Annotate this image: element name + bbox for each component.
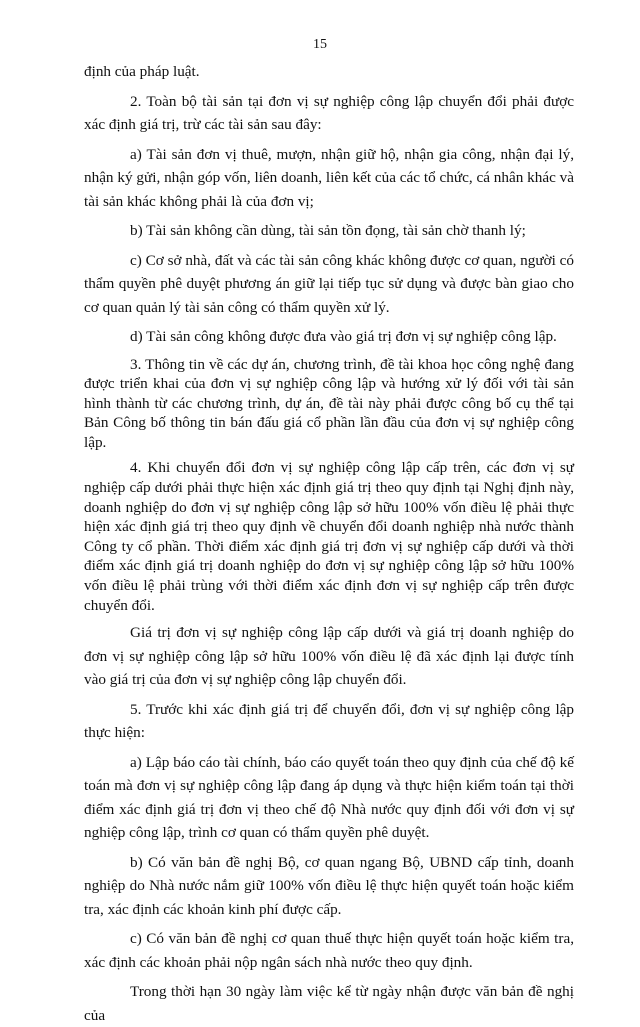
paragraph: định của pháp luật. xyxy=(84,63,200,80)
paragraph: a) Tài sản đơn vị thuê, mượn, nhận giữ hộ, nhận gia công, nhận đại lý, nhận ký gửi, nhận góp vốn, liên doanh, liên kết của các tổ chức, cá nhân khác và tài sản khác không phải là của đơn vị; xyxy=(84,145,574,210)
paragraph: Trong thời hạn 30 ngày làm việc kể từ ngày nhận được văn bản đề nghị của xyxy=(84,983,574,1024)
paragraph: b) Tài sản không cần dùng, tài sản tồn đọng, tài sản chờ thanh lý; xyxy=(130,222,526,239)
paragraph: c) Cơ sở nhà, đất và các tài sản công khác không được cơ quan, người có thẩm quyền phê duyệt phương án giữ lại tiếp tục sử dụng và được bàn giao cho cơ quan quản lý tài sản công có thẩm quyền xử lý. xyxy=(84,251,574,316)
paragraph: c) Có văn bản đề nghị cơ quan thuế thực hiện quyết toán hoặc kiểm tra, xác định các khoản phải nộp ngân sách nhà nước theo quy định. xyxy=(84,930,574,971)
paragraph: 3. Thông tin về các dự án, chương trình, đề tài khoa học công nghệ đang được triển khai của đơn vị sự nghiệp công lập và hướng xử lý đối với tài sản hình thành từ các chương trình, dự án, đề tài này phải được công bố cụ thể tại Bản Công bố thông tin bán đấu giá cổ phần lần đầu của đơn vị sự nghiệp công lập. xyxy=(84,355,574,451)
page-number: 15 xyxy=(313,37,327,52)
paragraph: a) Lập báo cáo tài chính, báo cáo quyết toán theo quy định của chế độ kế toán mà đơn vị sự nghiệp công lập đang áp dụng và thực hiện kiểm toán tại thời điểm xác định giá trị đơn vị theo chế độ Nhà nước quy định đối với đơn vị sự nghiệp công lập, trình cơ quan có thẩm quyền phê duyệt. xyxy=(84,753,574,842)
document-body xyxy=(84,60,574,1027)
paragraph: 2. Toàn bộ tài sản tại đơn vị sự nghiệp công lập chuyển đổi phải được xác định giá trị, trừ các tài sản sau đây: xyxy=(84,92,574,133)
paragraph: 4. Khi chuyển đổi đơn vị sự nghiệp công lập cấp trên, các đơn vị sự nghiệp cấp dưới phải thực hiện xác định giá trị theo quy định tại Nghị định này, doanh nghiệp do đơn vị sự nghiệp công lập sở hữu 100% vốn điều lệ phải thực hiện xác định giá trị theo quy định về chuyển đổi doanh nghiệp nhà nước thành Công ty cổ phần. Thời điểm xác định giá trị đơn vị sự nghiệp cấp dưới và thời điểm xác định giá trị doanh nghiệp do đơn vị sự nghiệp công lập sở hữu 100% vốn điều lệ phải trùng với thời điểm xác định đơn vị sự nghiệp cấp trên được chuyển đổi. xyxy=(84,459,574,614)
paragraph: 5. Trước khi xác định giá trị để chuyển đổi, đơn vị sự nghiệp công lập thực hiện: xyxy=(84,700,574,742)
paragraph: b) Có văn bản đề nghị Bộ, cơ quan ngang Bộ, UBND cấp tỉnh, doanh nghiệp do Nhà nước nắm giữ 100% vốn điều lệ thực hiện quyết toán hoặc kiểm tra, xác định các khoản kinh phí được cấp. xyxy=(84,853,574,918)
paragraph: d) Tài sản công không được đưa vào giá trị đơn vị sự nghiệp công lập. xyxy=(130,328,557,345)
paragraph: Giá trị đơn vị sự nghiệp công lập cấp dưới và giá trị doanh nghiệp do đơn vị sự nghiệp công lập sở hữu 100% vốn điều lệ đã xác định lại được tính vào giá trị của đơn vị sự nghiệp công lập chuyển đổi. xyxy=(84,624,574,689)
